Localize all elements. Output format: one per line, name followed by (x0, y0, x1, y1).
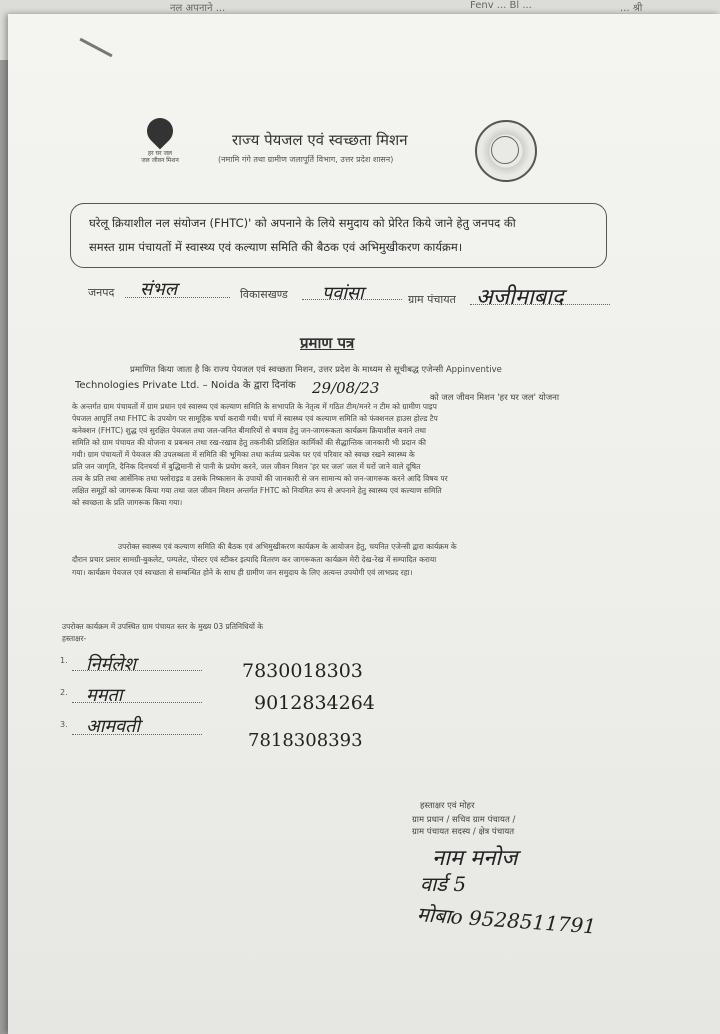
para2-line-1: उपरोक्त स्वास्थ्य एवं कल्याण समिति की बैठक एवं अभिमुखीकरण कार्यक्रम के आयोजन हेतु, चयनित एजेन्सी द्वारा कार्यक्रम के (118, 542, 457, 551)
panchayat-value: अजीमाबाद (476, 285, 564, 310)
certificate-page (8, 14, 720, 1034)
jal-jeevan-mission-logo (130, 118, 190, 164)
para2-line-3: गया। कार्यक्रम पेयजल एवं स्वच्छता से सम्बन्धित होने के साथ ही ग्रामीण जन समुदाय के लिए अत्यन्त उपयोगी एवं लाभप्रद रहा। (72, 568, 413, 577)
rep-1-phone: 7830018303 (242, 660, 363, 682)
signature-block-line-1: हस्ताक्षर एवं मोहर (420, 801, 475, 811)
subject-line-1: घरेलू क्रियाशील नल संयोजन (FHTC)' को अपनाने के लिये समुदाय को प्रेरित किये जाने हेतु जनपद की (89, 216, 516, 230)
para1-line-11: को स्वच्छता के प्रति जागरूक किया गया। (72, 498, 183, 507)
para1-line-10: लक्षित समूहों को जागरूक किया गया तथा जल जीवन मिशन अन्तर्गत FHTC को नियमित रूप से अपनाने हेतु स्वास्थ्य एवं कल्याण समिति (72, 486, 442, 495)
para1-line-8: प्रति जन जागृति, दैनिक दिनचर्या में बुद्धिमानी से पानी के प्रयोग करने, जल जीवन मिशन 'हर घर जल' जल में घरों जाने वाले दूषित (72, 462, 421, 471)
mission-logo-text: हर घर जल जल जीवन मिशन (141, 150, 179, 164)
para1-line-5: कनेक्शन (FHTC) शुद्ध एवं सुरक्षित पेयजल तथा जल-जनित बीमारियों से बचाव हेतु जन-जागरूकता कार्यक्रम क्रियाशील बनाने तथा (72, 426, 426, 435)
rep-3-name: आमवती (86, 716, 141, 737)
district-value: संभल (140, 279, 178, 300)
program-date: 29/08/23 (312, 379, 380, 397)
para1-line-3: के अन्तर्गत ग्राम पंचायतों में ग्राम प्रधान एवं स्वास्थ्य एवं कल्याण समिति के सभापति के नेतृत्व में गठित टीम/मनरे न टीम को ग्रामीण पाइप (72, 402, 437, 411)
pradhan-name: नाम मनोज (432, 846, 518, 871)
representatives-intro-1: उपरोक्त कार्यक्रम में उपस्थित ग्राम पंचायत स्तर के मुख्य 03 प्रतिनिधियों के (62, 622, 264, 631)
subject-box (70, 203, 607, 268)
rep-2-name: ममता (86, 685, 123, 706)
para2-line-2: दौरान प्रचार प्रसार सामग्री-बुकलेट, पम्पलेट, पोस्टर एवं स्टीकर इत्यादि वितरण कर जागरूकता कार्यक्रम मेरी देख-रेख में सम्पादित कराया (72, 555, 437, 564)
pradhan-ward: वार्ड 5 (420, 872, 467, 896)
block-label: विकासखण्ड (240, 288, 288, 301)
up-state-emblem (475, 120, 537, 182)
underlying-text-1: नल अपनाने ... (170, 3, 226, 14)
para1-line-4: पेयजल आपूर्ति तथा FHTC के उपयोग पर सामूहिक चर्चा करायी गयी। चर्चा में स्वास्थ्य एवं कल्याण समिति को फंक्शनल हाउस होल्ड टैप (72, 414, 438, 423)
para1-line-7: गयी। ग्राम पंचायतों में पेयजल की उपलब्धता में समिति की भूमिका तथा कर्तव्य प्रत्येक घर एवं परिवार को स्वच्छ रखने स्वास्थ्य के (72, 450, 415, 459)
representatives-intro-2: हस्ताक्षर- (62, 634, 87, 643)
para1-line-2a: Technologies Private Ltd. – Noida के द्वारा दिनांक (75, 380, 296, 391)
staple-mark (79, 38, 112, 58)
mission-title: राज्य पेयजल एवं स्वच्छता मिशन (232, 131, 408, 149)
para1-line-6: समिति को ग्राम पंचायत की योजना व प्रबन्धन तथा रख-रखाव हेतु तकनीकी प्रशिक्षित कार्मिकों की सैद्धान्तिक जानकारी भी प्रदान की (72, 438, 426, 447)
district-label: जनपद (88, 286, 115, 299)
underlying-text-2: Fenv ... Bl ... (470, 0, 532, 11)
signature-block-line-2: ग्राम प्रधान / सचिव ग्राम पंचायत / (412, 815, 516, 825)
rep-1-name: निर्मलेश (86, 654, 136, 675)
signature-block-line-3: ग्राम पंचायत सदस्य / क्षेत्र पंचायत (412, 827, 515, 837)
para1-line-1: प्रमाणित किया जाता है कि राज्य पेयजल एवं स्वच्छता मिशन, उत्तर प्रदेश के माध्यम से सूचीबद्ध एजेन्सी Appinventive (130, 365, 502, 375)
rep-3-phone: 7818308393 (248, 730, 363, 751)
rep-1-number: 1. (60, 656, 68, 665)
pradhan-mobile: मोबाo 9528511791 (416, 901, 597, 939)
emblem-inner-icon (491, 136, 519, 164)
water-drop-icon (142, 113, 179, 150)
para1-line-2b: को जल जीवन मिशन 'हर घर जल' योजना (430, 393, 560, 403)
subject-line-2: समस्त ग्राम पंचायतों में स्वास्थ्य एवं कल्याण समिति की बैठक एवं अभिमुखीकरण कार्यक्रम। (89, 240, 463, 254)
rep-3-number: 3. (60, 720, 68, 729)
mission-subtitle: (नमामि गंगे तथा ग्रामीण जलापूर्ति विभाग, उत्तर प्रदेश शासन) (218, 155, 394, 164)
rep-2-phone: 9012834264 (254, 692, 375, 714)
rep-2-number: 2. (60, 688, 68, 697)
underlying-text-3: ... श्री (620, 3, 643, 14)
para1-line-9: तत्व के प्रति तथा आर्सेनिक तथा फ्लोराइड व उसके निष्कासन के उपायों की जानकारी से जन सामान्य को जन-जागरूक करने आदि विषय पर (72, 474, 448, 483)
certificate-title: प्रमाण पत्र (300, 334, 355, 352)
panchayat-label: ग्राम पंचायत (408, 293, 456, 306)
block-value: पवांसा (322, 283, 364, 304)
